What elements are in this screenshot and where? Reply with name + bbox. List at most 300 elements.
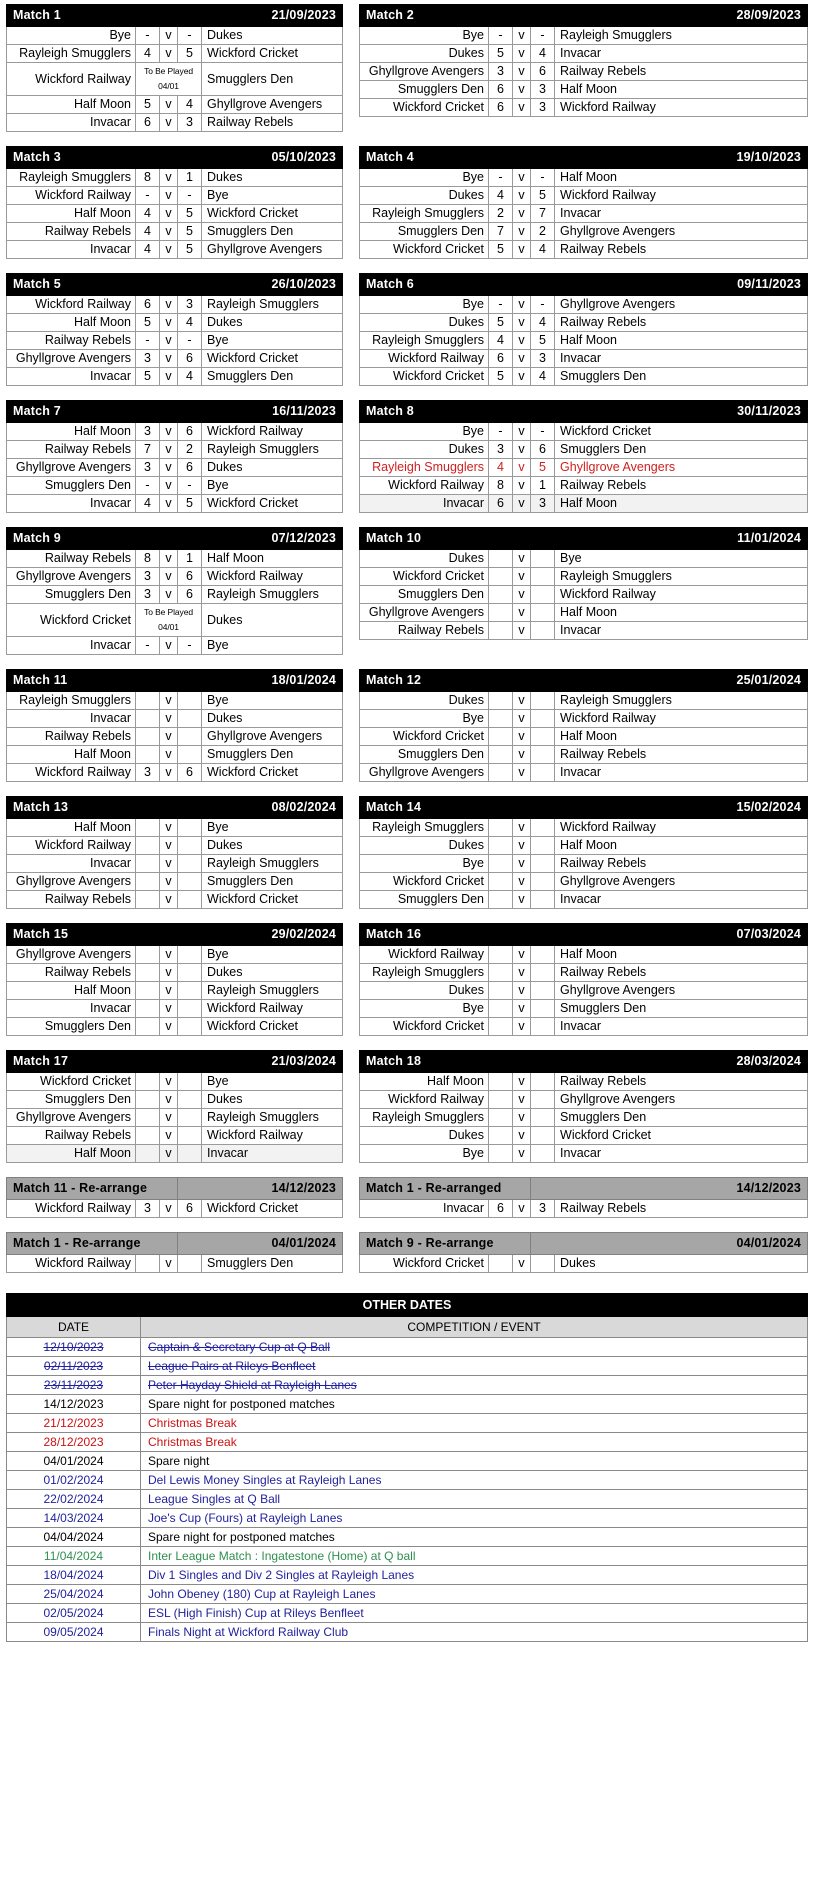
fixture-row bbox=[7, 63, 343, 96]
away-team: Half Moon bbox=[202, 550, 343, 568]
event-date: 02/11/2023 bbox=[7, 1357, 141, 1376]
away-team: Wickford Cricket bbox=[202, 350, 343, 368]
away-score bbox=[531, 1000, 555, 1018]
away-score: 6 bbox=[178, 1200, 202, 1218]
home-team: Dukes bbox=[360, 550, 489, 568]
match-date: 14/12/2023 bbox=[178, 1178, 343, 1200]
away-team: Smugglers Den bbox=[202, 223, 343, 241]
home-score bbox=[489, 982, 513, 1000]
versus-label: v bbox=[513, 314, 531, 332]
versus-label: v bbox=[160, 728, 178, 746]
home-team: Smugglers Den bbox=[360, 891, 489, 909]
home-score: 3 bbox=[136, 459, 160, 477]
away-score bbox=[531, 1109, 555, 1127]
fixture-row bbox=[360, 837, 808, 855]
away-score: 3 bbox=[531, 81, 555, 99]
home-team: Bye bbox=[360, 423, 489, 441]
fixture-row bbox=[7, 637, 343, 655]
match-header-row bbox=[7, 670, 343, 692]
home-score: 6 bbox=[136, 296, 160, 314]
versus-label: v bbox=[160, 368, 178, 386]
home-score: 6 bbox=[489, 81, 513, 99]
away-team: Wickford Railway bbox=[202, 568, 343, 586]
home-score bbox=[489, 550, 513, 568]
match-title: Match 7 bbox=[7, 401, 178, 423]
match-table bbox=[6, 1232, 343, 1273]
away-team: Smugglers Den bbox=[202, 746, 343, 764]
fixture-row bbox=[360, 45, 808, 63]
match-title: Match 13 bbox=[7, 797, 178, 819]
away-team: Invacar bbox=[555, 350, 808, 368]
home-team: Bye bbox=[7, 27, 136, 45]
match-header-row bbox=[360, 924, 808, 946]
away-score: - bbox=[531, 27, 555, 45]
match-table bbox=[6, 4, 343, 132]
versus-label: v bbox=[160, 459, 178, 477]
match-table bbox=[359, 146, 808, 259]
away-team: Railway Rebels bbox=[555, 63, 808, 81]
home-team: Wickford Cricket bbox=[7, 1073, 136, 1091]
home-score bbox=[489, 622, 513, 640]
home-team: Invacar bbox=[7, 637, 136, 655]
home-team: Bye bbox=[360, 1000, 489, 1018]
away-score: - bbox=[178, 637, 202, 655]
match-block bbox=[6, 1050, 343, 1163]
versus-label: v bbox=[513, 964, 531, 982]
away-score: 3 bbox=[531, 350, 555, 368]
versus-label: v bbox=[160, 1091, 178, 1109]
away-team: Invacar bbox=[555, 622, 808, 640]
event-date: 22/02/2024 bbox=[7, 1490, 141, 1509]
versus-label: v bbox=[160, 946, 178, 964]
away-team: Dukes bbox=[202, 837, 343, 855]
home-team: Bye bbox=[360, 169, 489, 187]
fixture-row bbox=[7, 891, 343, 909]
versus-label: v bbox=[160, 637, 178, 655]
versus-label: v bbox=[160, 205, 178, 223]
home-team: Rayleigh Smugglers bbox=[360, 459, 489, 477]
fixture-row bbox=[7, 855, 343, 873]
home-team: Dukes bbox=[360, 837, 489, 855]
fixture-row bbox=[7, 1091, 343, 1109]
away-score bbox=[531, 764, 555, 782]
away-score: 3 bbox=[178, 114, 202, 132]
away-team: Smugglers Den bbox=[202, 873, 343, 891]
fixture-row bbox=[7, 423, 343, 441]
other-date-row bbox=[7, 1452, 808, 1471]
event-name: Christmas Break bbox=[141, 1414, 808, 1433]
match-date: 21/03/2024 bbox=[178, 1051, 343, 1073]
versus-label: v bbox=[160, 1018, 178, 1036]
away-team: Wickford Railway bbox=[555, 819, 808, 837]
match-header-row bbox=[7, 797, 343, 819]
fixture-row bbox=[360, 27, 808, 45]
match-header-row bbox=[360, 1178, 808, 1200]
fixture-row bbox=[7, 764, 343, 782]
versus-label: v bbox=[513, 568, 531, 586]
match-table bbox=[6, 527, 343, 655]
home-score bbox=[489, 1109, 513, 1127]
home-score: 7 bbox=[136, 441, 160, 459]
away-team: Railway Rebels bbox=[555, 241, 808, 259]
home-team: Rayleigh Smugglers bbox=[7, 45, 136, 63]
match-date: 19/10/2023 bbox=[531, 147, 808, 169]
away-score bbox=[178, 1000, 202, 1018]
fixture-row bbox=[7, 550, 343, 568]
versus-label: v bbox=[160, 495, 178, 513]
other-date-row bbox=[7, 1547, 808, 1566]
away-team: Wickford Railway bbox=[202, 1000, 343, 1018]
home-team: Wickford Cricket bbox=[360, 568, 489, 586]
fixture-row bbox=[7, 205, 343, 223]
home-team: Bye bbox=[360, 27, 489, 45]
home-team: Rayleigh Smugglers bbox=[360, 819, 489, 837]
home-score bbox=[136, 982, 160, 1000]
fixture-row bbox=[7, 114, 343, 132]
away-score: 1 bbox=[531, 477, 555, 495]
away-team: Wickford Cricket bbox=[202, 495, 343, 513]
versus-label: v bbox=[513, 99, 531, 117]
home-score bbox=[489, 764, 513, 782]
fixture-row bbox=[7, 368, 343, 386]
away-team: Bye bbox=[202, 946, 343, 964]
home-score: 5 bbox=[136, 314, 160, 332]
match-table bbox=[359, 4, 808, 117]
match-date: 11/01/2024 bbox=[531, 528, 808, 550]
event-date: 28/12/2023 bbox=[7, 1433, 141, 1452]
fixture-row bbox=[360, 368, 808, 386]
away-team: Bye bbox=[202, 187, 343, 205]
versus-label: v bbox=[160, 441, 178, 459]
home-score bbox=[489, 568, 513, 586]
home-score bbox=[489, 819, 513, 837]
match-title: Match 4 bbox=[360, 147, 531, 169]
match-date: 21/09/2023 bbox=[178, 5, 343, 27]
fixture-row bbox=[360, 746, 808, 764]
match-date: 05/10/2023 bbox=[178, 147, 343, 169]
versus-label: v bbox=[160, 27, 178, 45]
away-score bbox=[531, 873, 555, 891]
versus-label: v bbox=[160, 477, 178, 495]
away-score bbox=[531, 746, 555, 764]
versus-label: v bbox=[513, 1145, 531, 1163]
fixture-row bbox=[7, 223, 343, 241]
home-team: Invacar bbox=[7, 1000, 136, 1018]
fixture-row bbox=[7, 1200, 343, 1218]
away-score bbox=[531, 819, 555, 837]
versus-label: v bbox=[513, 692, 531, 710]
match-title: Match 10 bbox=[360, 528, 531, 550]
away-score: 4 bbox=[178, 368, 202, 386]
away-score: 4 bbox=[531, 368, 555, 386]
home-score: - bbox=[489, 423, 513, 441]
match-date: 30/11/2023 bbox=[531, 401, 808, 423]
match-block bbox=[6, 527, 343, 655]
event-date: 04/04/2024 bbox=[7, 1528, 141, 1547]
away-team: Wickford Railway bbox=[202, 423, 343, 441]
event-name: Inter League Match : Ingatestone (Home) at Q ball bbox=[141, 1547, 808, 1566]
home-score: 6 bbox=[489, 350, 513, 368]
away-team: Bye bbox=[202, 1073, 343, 1091]
away-team: Wickford Cricket bbox=[555, 423, 808, 441]
home-score: - bbox=[489, 169, 513, 187]
versus-label: v bbox=[513, 350, 531, 368]
match-date: 25/01/2024 bbox=[531, 670, 808, 692]
away-team: Smugglers Den bbox=[555, 1000, 808, 1018]
away-score bbox=[178, 1073, 202, 1091]
away-score bbox=[531, 946, 555, 964]
match-title: Match 17 bbox=[7, 1051, 178, 1073]
away-team: Railway Rebels bbox=[555, 1073, 808, 1091]
home-team: Invacar bbox=[7, 114, 136, 132]
versus-label: v bbox=[160, 169, 178, 187]
match-date: 28/09/2023 bbox=[531, 5, 808, 27]
match-header-row bbox=[7, 528, 343, 550]
away-score: 5 bbox=[531, 187, 555, 205]
away-score: 5 bbox=[178, 495, 202, 513]
event-name: Spare night for postponed matches bbox=[141, 1528, 808, 1547]
away-team: Invacar bbox=[555, 1145, 808, 1163]
fixture-row bbox=[360, 1109, 808, 1127]
away-score bbox=[178, 837, 202, 855]
versus-label: v bbox=[513, 622, 531, 640]
away-score: - bbox=[531, 296, 555, 314]
away-score: 6 bbox=[531, 63, 555, 81]
versus-label: v bbox=[513, 710, 531, 728]
away-score bbox=[531, 964, 555, 982]
match-header-row bbox=[360, 797, 808, 819]
fixture-row bbox=[7, 241, 343, 259]
home-score bbox=[136, 1255, 160, 1273]
home-team: Smugglers Den bbox=[7, 1091, 136, 1109]
match-block bbox=[359, 796, 808, 909]
versus-label: v bbox=[513, 495, 531, 513]
home-score: 4 bbox=[136, 495, 160, 513]
match-block bbox=[359, 669, 808, 782]
away-team: Bye bbox=[555, 550, 808, 568]
away-team: Invacar bbox=[555, 1018, 808, 1036]
away-score: 5 bbox=[531, 459, 555, 477]
away-team: Dukes bbox=[202, 604, 343, 637]
match-block bbox=[6, 273, 343, 386]
match-table bbox=[359, 796, 808, 909]
away-score: 7 bbox=[531, 205, 555, 223]
away-team: Wickford Railway bbox=[555, 710, 808, 728]
versus-label: v bbox=[513, 169, 531, 187]
home-team: Wickford Cricket bbox=[360, 728, 489, 746]
away-team: Bye bbox=[202, 819, 343, 837]
fixture-row bbox=[7, 332, 343, 350]
home-team: Invacar bbox=[7, 855, 136, 873]
other-date-row bbox=[7, 1528, 808, 1547]
other-date-row bbox=[7, 1433, 808, 1452]
away-team: Bye bbox=[202, 637, 343, 655]
home-team: Dukes bbox=[360, 1127, 489, 1145]
other-date-row bbox=[7, 1338, 808, 1357]
match-title: Match 11 bbox=[7, 670, 178, 692]
away-score bbox=[178, 946, 202, 964]
home-team: Wickford Railway bbox=[360, 1091, 489, 1109]
versus-label: v bbox=[160, 586, 178, 604]
versus-label: v bbox=[513, 728, 531, 746]
away-score: 6 bbox=[178, 423, 202, 441]
match-title: Match 1 bbox=[7, 5, 178, 27]
fixture-row bbox=[7, 459, 343, 477]
fixture-grid bbox=[6, 4, 808, 1287]
away-team: Wickford Cricket bbox=[202, 1200, 343, 1218]
fixture-row bbox=[7, 441, 343, 459]
away-score: 2 bbox=[178, 441, 202, 459]
match-header-row bbox=[360, 1233, 808, 1255]
home-team: Ghyllgrove Avengers bbox=[360, 63, 489, 81]
home-score: 4 bbox=[489, 459, 513, 477]
versus-label: v bbox=[160, 1127, 178, 1145]
match-table bbox=[359, 669, 808, 782]
home-score: 8 bbox=[489, 477, 513, 495]
fixture-row bbox=[360, 423, 808, 441]
fixture-row bbox=[360, 692, 808, 710]
home-score: 7 bbox=[489, 223, 513, 241]
event-date: 09/05/2024 bbox=[7, 1623, 141, 1642]
event-name: League Pairs at Rileys Benfleet bbox=[141, 1357, 808, 1376]
away-score bbox=[531, 692, 555, 710]
away-score: 5 bbox=[531, 332, 555, 350]
away-team: Rayleigh Smugglers bbox=[202, 982, 343, 1000]
versus-label: v bbox=[513, 187, 531, 205]
home-team: Bye bbox=[360, 296, 489, 314]
event-date: 01/02/2024 bbox=[7, 1471, 141, 1490]
versus-label: v bbox=[513, 855, 531, 873]
away-team: Wickford Cricket bbox=[202, 764, 343, 782]
event-name: Spare night for postponed matches bbox=[141, 1395, 808, 1414]
away-score: 1 bbox=[178, 169, 202, 187]
versus-label: v bbox=[513, 1109, 531, 1127]
other-date-row bbox=[7, 1395, 808, 1414]
home-score bbox=[489, 946, 513, 964]
home-score bbox=[489, 1255, 513, 1273]
match-date: 07/03/2024 bbox=[531, 924, 808, 946]
away-team: Half Moon bbox=[555, 837, 808, 855]
fixture-row bbox=[360, 223, 808, 241]
home-score: 6 bbox=[489, 495, 513, 513]
match-title: Match 12 bbox=[360, 670, 531, 692]
home-score: 4 bbox=[136, 223, 160, 241]
home-score: 4 bbox=[489, 332, 513, 350]
home-team: Dukes bbox=[360, 187, 489, 205]
versus-label: v bbox=[160, 1145, 178, 1163]
versus-label: v bbox=[160, 96, 178, 114]
home-score: - bbox=[136, 477, 160, 495]
away-score: 4 bbox=[178, 96, 202, 114]
home-team: Half Moon bbox=[7, 205, 136, 223]
away-team: Wickford Cricket bbox=[202, 45, 343, 63]
fixture-row bbox=[360, 604, 808, 622]
fixture-row bbox=[360, 891, 808, 909]
home-score bbox=[136, 855, 160, 873]
away-score: 3 bbox=[531, 495, 555, 513]
fixture-row bbox=[360, 81, 808, 99]
home-score: 3 bbox=[489, 441, 513, 459]
versus-label: v bbox=[160, 964, 178, 982]
event-name: Joe's Cup (Fours) at Rayleigh Lanes bbox=[141, 1509, 808, 1528]
home-team: Dukes bbox=[360, 314, 489, 332]
away-score bbox=[531, 622, 555, 640]
fixture-row bbox=[360, 1127, 808, 1145]
home-score bbox=[489, 1127, 513, 1145]
other-date-row bbox=[7, 1623, 808, 1642]
event-date: 04/01/2024 bbox=[7, 1452, 141, 1471]
home-team: Wickford Cricket bbox=[360, 873, 489, 891]
away-team: Smugglers Den bbox=[555, 1109, 808, 1127]
match-table bbox=[6, 796, 343, 909]
away-team: Railway Rebels bbox=[555, 477, 808, 495]
home-team: Wickford Railway bbox=[7, 187, 136, 205]
match-title: Match 9 - Re-arrange bbox=[360, 1233, 531, 1255]
versus-label: v bbox=[513, 891, 531, 909]
away-score bbox=[178, 891, 202, 909]
match-block bbox=[359, 273, 808, 386]
home-team: Wickford Cricket bbox=[7, 604, 136, 637]
versus-label: v bbox=[513, 1127, 531, 1145]
home-team: Bye bbox=[360, 855, 489, 873]
match-date: 28/03/2024 bbox=[531, 1051, 808, 1073]
versus-label: v bbox=[513, 205, 531, 223]
fixture-row bbox=[7, 27, 343, 45]
home-team: Railway Rebels bbox=[360, 622, 489, 640]
match-title: Match 9 bbox=[7, 528, 178, 550]
home-score bbox=[136, 728, 160, 746]
fixture-row bbox=[360, 1018, 808, 1036]
match-header-row bbox=[360, 528, 808, 550]
home-score bbox=[136, 1091, 160, 1109]
home-team: Railway Rebels bbox=[7, 891, 136, 909]
away-team: Smugglers Den bbox=[555, 441, 808, 459]
away-team: Rayleigh Smugglers bbox=[202, 441, 343, 459]
match-date: 09/11/2023 bbox=[531, 274, 808, 296]
home-team: Wickford Cricket bbox=[360, 1018, 489, 1036]
fixture-row bbox=[7, 1127, 343, 1145]
fixture-row bbox=[7, 477, 343, 495]
other-dates-header-row bbox=[7, 1317, 808, 1338]
away-team: Ghyllgrove Avengers bbox=[555, 873, 808, 891]
home-team: Rayleigh Smugglers bbox=[360, 332, 489, 350]
versus-label: v bbox=[160, 837, 178, 855]
versus-label: v bbox=[160, 187, 178, 205]
other-dates-title-row bbox=[7, 1294, 808, 1317]
match-table bbox=[6, 669, 343, 782]
match-block bbox=[359, 4, 808, 132]
fixture-row bbox=[7, 1145, 343, 1163]
away-team: Wickford Railway bbox=[555, 99, 808, 117]
away-team: Invacar bbox=[555, 764, 808, 782]
match-block bbox=[6, 400, 343, 513]
versus-label: v bbox=[513, 837, 531, 855]
versus-label: v bbox=[513, 223, 531, 241]
other-date-row bbox=[7, 1376, 808, 1395]
home-team: Ghyllgrove Avengers bbox=[360, 764, 489, 782]
versus-label: v bbox=[513, 604, 531, 622]
match-header-row bbox=[360, 1051, 808, 1073]
versus-label: v bbox=[513, 1255, 531, 1273]
home-team: Rayleigh Smugglers bbox=[7, 169, 136, 187]
versus-label: v bbox=[513, 459, 531, 477]
home-score bbox=[489, 1018, 513, 1036]
away-score: 6 bbox=[178, 568, 202, 586]
away-team: Dukes bbox=[202, 459, 343, 477]
versus-label: v bbox=[160, 873, 178, 891]
match-table bbox=[359, 400, 808, 513]
fixture-row bbox=[7, 1000, 343, 1018]
